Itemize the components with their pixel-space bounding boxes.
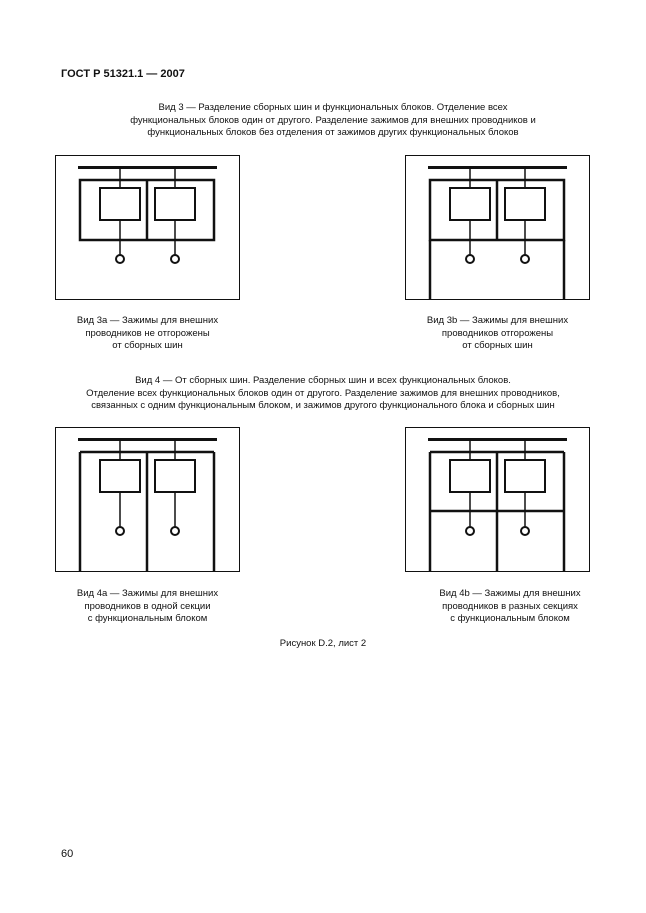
functional-unit-2 bbox=[505, 188, 545, 220]
terminal-2 bbox=[171, 527, 179, 535]
form3-title bbox=[123, 102, 543, 140]
figure-caption: Рисунок D.2, лист 2 bbox=[279, 638, 367, 649]
terminal-1 bbox=[116, 527, 124, 535]
functional-unit-1 bbox=[100, 460, 140, 492]
page-number: 60 bbox=[61, 848, 74, 860]
terminal-1 bbox=[116, 255, 124, 263]
diagram-form-4b bbox=[405, 427, 590, 572]
caption-form-4b bbox=[415, 588, 605, 626]
form3-title-line-2: функциональных блоков один от другого. Разделение зажимов для внешних проводников и bbox=[130, 114, 536, 126]
terminal-2 bbox=[521, 527, 529, 535]
functional-unit-1 bbox=[450, 188, 490, 220]
form3-title-line-3: функциональных блоков без отделения от зажимов других функциональных блоков bbox=[147, 127, 519, 138]
form4-title-line-3: связанных с одним функциональным блоком, и зажимов другого функционального блока и сборных шин bbox=[91, 400, 555, 411]
caption-3a-line-3: от сборных шин bbox=[112, 340, 183, 351]
caption-form-3b bbox=[405, 315, 590, 353]
functional-unit-1 bbox=[100, 188, 140, 220]
caption-3a-line-2: проводников не отгорожены bbox=[85, 327, 210, 339]
functional-unit-2 bbox=[155, 460, 195, 492]
caption-3b-line-1: Вид 3b — Зажимы для внешних bbox=[426, 315, 569, 326]
functional-unit-2 bbox=[505, 460, 545, 492]
caption-4a-line-3: с функциональным блоком bbox=[87, 613, 208, 624]
caption-4a-line-2: проводников в одной секции bbox=[84, 600, 211, 612]
diagram-form-3a bbox=[55, 155, 240, 300]
diagram-form-4a bbox=[55, 427, 240, 572]
caption-4b-line-1: Вид 4b — Зажимы для внешних bbox=[439, 588, 581, 599]
diagram-form-3b bbox=[405, 155, 590, 300]
caption-4a-line-1: Вид 4а — Зажимы для внешних bbox=[76, 588, 219, 599]
form4-title bbox=[63, 375, 583, 413]
form4-title-line-2: Отделение всех функциональных блоков один от другого. Разделение зажимов для внешних проводников, bbox=[86, 387, 560, 399]
caption-3a-line-1: Вид 3а — Зажимы для внешних bbox=[76, 315, 219, 326]
form4-title-line-1: Вид 4 — От сборных шин. Разделение сборных шин и всех функциональных блоков. bbox=[135, 375, 511, 386]
terminal-2 bbox=[171, 255, 179, 263]
document-header: ГОСТ Р 51321.1 — 2007 bbox=[61, 68, 185, 80]
caption-3b-line-2: проводников отгорожены bbox=[441, 327, 554, 339]
functional-unit-1 bbox=[450, 460, 490, 492]
form3-title-line-1: Вид 3 — Разделение сборных шин и функциональных блоков. Отделение всех bbox=[158, 102, 508, 113]
caption-4b-line-2: проводников в разных секциях bbox=[442, 600, 578, 612]
caption-form-4a bbox=[55, 588, 240, 626]
caption-4b-line-3: с функциональным блоком bbox=[450, 613, 570, 624]
terminal-1 bbox=[466, 527, 474, 535]
terminal-2 bbox=[521, 255, 529, 263]
functional-unit-2 bbox=[155, 188, 195, 220]
caption-3b-line-3: от сборных шин bbox=[462, 340, 533, 351]
caption-form-3a bbox=[55, 315, 240, 353]
terminal-1 bbox=[466, 255, 474, 263]
